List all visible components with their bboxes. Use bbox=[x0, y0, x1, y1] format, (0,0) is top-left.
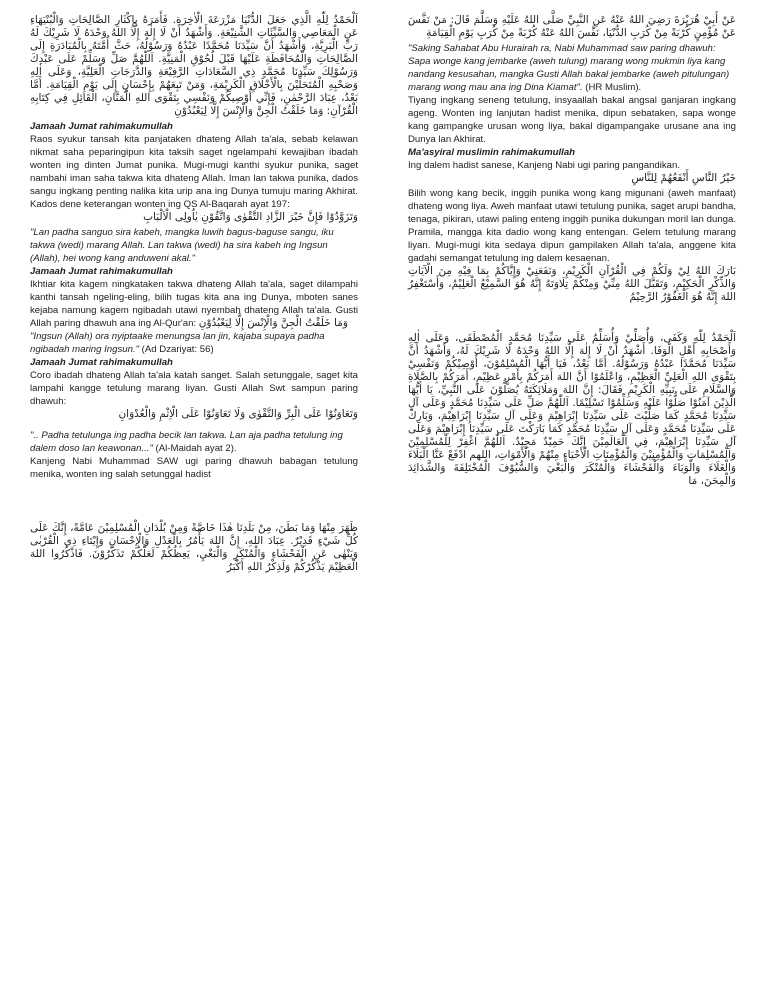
left-bottom-block bbox=[30, 522, 358, 576]
translation-quote bbox=[30, 429, 358, 455]
quote-reference: (Ad Dzariyat: 56) bbox=[139, 344, 214, 355]
translation-quote bbox=[408, 42, 736, 94]
arabic-opening-sermon: اَلْحَمْدُ لِلّٰهِ الَّذِي جَعَلَ الدُّنْيَا مَزْرَعَةَ الْاٰخِرَةِ. فَأَمَرَهُ بِإِكْثَارِ الصَّالِحَاتِ وَالْبُنْيَهَاءِ عَنِ الْمَعَاصِي وَالسَّيِّئَاتِ الشَّنِيْعَةِ. وَأَشْهَدُ أَنْ لَا إِلٰهَ إِلَّا اللهُ وَحْدَهُ لَا شَرِيْكَ لَهُ رَبِّ الْبَرِيَّةِ، وَأَشْهَدُ أَنَّ سَيِّدَنَا مُحَمَّدًا عَبْدُهُ وَرَسُوْلُهُ، حَثَّ أُمَّتَهُ بِالْمُبَادَرَةِ إِلَى الصَّالِحَاتِ وَالْمُحَافَظَةِ عَلَيْهَا قَبْلَ لُحُوْقِ الْمَنِيَّةِ. اَللّٰهُمَّ صَلِّ وَسَلِّمْ عَلَى عَبْدِكَ وَرَسُوْلِكَ سَيِّدِنَا مُحَمَّدٍ ذِي السَّعَادَاتِ الرَّفِيْعَةِ وَالدَّرَجَاتِ الْعَلِيَّةِ، وَعَلَى اٰلِهِ وَصَحْبِهِ الْمُتَحَلِّيْنَ بِالْأَخْلَاقِ الْكَرِيْمَةِ، وَمَنْ تَبِعَهُمْ بِإِحْسَانٍ إِلَى يَوْمِ الْقِيَامَةِ. أَمَّا بَعْدُ، عِبَادَ الرَّحْمٰنِ، فَإِنِّي أُوْصِيكُمْ وَنَفْسِي بِتَقْوَى اللهِ الْمَنَّانِ، الْقَائِلِ فِي كِتَابِهِ الْقُرْآنِ: وَمَا خَلَقْتُ الْجِنَّ وَالْإِنْسَ إِلَّا لِيَعْبُدُوْنِ bbox=[30, 14, 358, 117]
paragraph: Kanjeng Nabi Muhammad SAW ugi paring dhawuh babagan tetulung menika, wonten ing salah setunggal hadist bbox=[30, 456, 358, 480]
left-column bbox=[30, 14, 358, 481]
section-heading: Jamaah Jumat rahimakumullah bbox=[30, 357, 173, 368]
section-heading: Jamaah Jumat rahimakumullah bbox=[30, 266, 173, 277]
quote-text: "Ingsun (Allah) ora nyiptaake menungsa lan jin, kajaba supaya padha ngibadah maring Ingsun." bbox=[30, 331, 325, 355]
quote-reference: (HR Muslim). bbox=[582, 82, 642, 93]
translation-quote bbox=[30, 330, 358, 356]
section-heading: Ma'asyiral muslimin rahimakumullah bbox=[408, 147, 576, 158]
section-heading: Jamaah Jumat rahimakumullah bbox=[30, 121, 173, 132]
quote-text: "Saking Sahabat Abu Hurairah ra, Nabi Muhammad saw paring dhawuh: Sapa wonge kang jembarke (aweh tulung) marang wong mukmin liya kang nandang kesusahan, mangka Gusti Allah bakal jembarke (aweh pitulungan) marang wong mau ana ing Dina Kiamat". bbox=[408, 43, 730, 93]
paragraph-text: Ikhtiar kita kagem ningkataken takwa dhateng Allah ta'ala, saget dilampahi kanthi tansah ngeling-eling, bilih tugas kita ana ing Dunya, mboten sanes kejaba namung kagem ngibadah utawi nyembah dhateng Allah ta'ala. Gusti Allah paring dhawuh ana ing Al-Qur'an: bbox=[30, 279, 358, 329]
arabic-verse: وَتَعَاوَنُوْا عَلَى الْبِرِّ وَالتَّقْوٰى وَلَا تَعَاوَنُوْا عَلَى الْاِثْمِ وَالْعُدْوَانِ bbox=[118, 408, 358, 420]
right-column bbox=[408, 14, 736, 490]
paragraph bbox=[30, 278, 358, 330]
quote-text: ".. Padha tetulunga ing padha becik lan takwa. Lan aja padha tetulung ing dalem doso lan keawonan..." bbox=[30, 430, 343, 454]
arabic-closing-first-sermon: بَارَكَ اللهُ لِيْ وَلَكُمْ فِي الْقُرْآنِ الْكَرِيْمِ، وَنَفَعَنِيْ وَإِيَّاكُمْ بِمَا فِيْهِ مِنَ الْآيَاتِ وَالذِّكْرِ الْحَكِيْمِ، وَتَقَبَّلَ اللهُ مِنِّيْ وَمِنْكُمْ تِلَاوَتَهُ إِنَّهُ هُوَ السَّمِيْعُ الْعَلِيْمُ، وَأَسْتَغْفِرُ اللهَ إِنَّهُ هُوَ الْغَفُوْرُ الرَّحِيْمُ bbox=[408, 265, 736, 303]
arabic-verse-inline: وَمَا خَلَقْتُ الْجِنَّ وَالْإِنْسَ إِلَّا لِيَعْبُدُوْنِ bbox=[198, 317, 348, 329]
paragraph: Raos syukur tansah kita panjataken dhateng Allah ta'ala, sebab kelawan nikmat saha peparingipun kita taksih saget ngelampahi kewajiban ibadah wonten ing dinten Jumat punika. Mugi-mugi kanthi syukur punika, saget nambahi iman saha takwa kita dhateng Allah. Iman lan takwa punika, dados sangu ingkang penting nalika kita urip ana ing Dunya tumuju maring Akhirat. Kados dene keterangan wonten ing QS Al-Baqarah ayat 197: bbox=[30, 134, 358, 210]
arabic-hadith: عَنْ أَبِيْ هُرَيْرَةَ رَضِيَ اللهُ عَنْهُ عَنِ النَّبِيِّ صَلَّى اللهُ عَلَيْهِ وَسَلَّمَ قَالَ: مَنْ نَفَّسَ عَنْ مُؤْمِنٍ كُرْبَةً مِنْ كُرَبِ الدُّنْيَا، نَفَّسَ اللهُ عَنْهُ كُرْبَةً مِنْ كُرَبِ يَوْمِ الْقِيَامَةِ bbox=[408, 14, 736, 39]
arabic-verse: وَتَزَوَّدُوْا فَإِنَّ خَيْرَ الزَّادِ التَّقْوٰى وَاتَّقُوْنِ يٰاُولِى الْاَلْبَابِ bbox=[143, 211, 358, 223]
quote-reference: (Al-Maidah ayat 2). bbox=[152, 443, 237, 454]
paragraph: Tiyang ingkang seneng tetulung, insyaallah bakal angsal ganjaran ingkang ageng. Wonten ing lanjutan hadist menika, dipun sebataken, sapa wonge kang gampangke urusan wong liya, bakal digampangake urusane ana ing Dunya lan Akhirat. bbox=[408, 95, 736, 145]
arabic-second-sermon: اَلْحَمْدُ لِلّٰهِ وَكَفَى، وَأُصَلِّيْ وَأُسَلِّمُ عَلَى سَيِّدِنَا مُحَمَّدٍ الْمُصْطَفَى، وَعَلَى اٰلِهِ وَأَصْحَابِهِ أَهْلِ الْوَفَا. أَشْهَدُ أَنْ لَا إِلٰهَ إِلَّا اللهُ وَحْدَهُ لَا شَرِيْكَ لَهُ، وَأَشْهَدُ أَنَّ سَيِّدَنَا مُحَمَّدًا عَبْدُهُ وَرَسُوْلُهُ. أَمَّا بَعْدُ، فَيَا أَيُّهَا الْمُسْلِمُوْنَ، أُوْصِيْكُمْ وَنَفْسِيْ بِتَقْوَى اللهِ الْعَلِيِّ الْعَظِيْمِ، وَاعْلَمُوْا أَنَّ اللهَ أَمَرَكُمْ بِأَمْرٍ عَظِيْمٍ، أَمَرَكُمْ بِالصَّلَاةِ وَالسَّلَامِ عَلَى نَبِيِّهِ الْكَرِيْمِ فَقَالَ: إِنَّ اللهَ وَمَلَائِكَتَهُ يُصَلُّوْنَ عَلَى النَّبِيِّ، يَا أَيُّهَا الَّذِيْنَ آمَنُوْا صَلُّوْا عَلَيْهِ وَسَلِّمُوْا تَسْلِيْمًا. اَللّٰهُمَّ صَلِّ عَلَى سَيِّدِنَا مُحَمَّدٍ وَعَلَى آلِ سَيِّدِنَا مُحَمَّدٍ كَمَا صَلَّيْتَ عَلَى سَيِّدِنَا إِبْرَاهِيْمَ وَعَلَى آلِ سَيِّدِنَا إِبْرَاهِيْمَ، وَبَارِكْ عَلَى سَيِّدِنَا مُحَمَّدٍ وَعَلَى آلِ سَيِّدِنَا مُحَمَّدٍ كَمَا بَارَكْتَ عَلَى سَيِّدِنَا إِبْرَاهِيْمَ وَعَلَى آلِ سَيِّدِنَا إِبْرَاهِيْمَ، فِي الْعَالَمِيْنَ إِنَّكَ حَمِيْدٌ مَجِيْدٌ. اَللّٰهُمَّ اغْفِرْ لِلْمُسْلِمِيْنَ وَالْمُسْلِمَاتِ وَالْمُؤْمِنِيْنَ وَالْمُؤْمِنَاتِ الْأَحْيَاءِ مِنْهُمْ وَالْأَمْوَاتِ، اللهم ادْفَعْ عَنَّا الْبَلَاءَ وَالْغَلَاءَ وَالْوَبَاءَ وَالْفَحْشَاءَ وَالْمُنْكَرَ وَالْبَغْيَ وَالسُّيُوْفَ الْمُخْتَلِفَةَ وَالشَّدَائِدَ وَالْمِحَنَ، مَا bbox=[408, 332, 736, 487]
paragraph: Bilih wong kang becik, inggih punika wong kang migunani (aweh manfaat) dhateng wong liya. Aweh manfaat utawi tetulung punika, saget arupi bandha, tenaga, pikiran, utawi paling enteng inggih punika dukungan moril lan dunga. Pramila, mangga kita dadio wong kang entengan. Gelem tetulung marang liyan. Mugi-mugi kita sedaya dipun gampilaken Allah ta'ala, anggene kita gadahi semangat tetulung ing dalem kesaenan. bbox=[408, 188, 736, 264]
translation-quote: "Lan padha sanguo sira kabeh, mangka luwih bagus-baguse sangu, iku takwa (wedi) marang Allah. Lan takwa (wedi) ha sira kabeh ing Ingsun (Allah), hei wong kang anduweni akal." bbox=[30, 227, 334, 264]
paragraph: Ing dalem hadist sanese, Kanjeng Nabi ugi paring pangandikan. bbox=[408, 160, 681, 171]
paragraph: Coro ibadah dhateng Allah ta'ala katah sanget. Salah setunggale, saget kita lampahi kangge tetulung marang liyan. Gusti Allah Swt sampun paring dhawuh: bbox=[30, 370, 358, 407]
arabic-hadith-short: خَيْرُ النَّاسِ أَنْفَعُهُمْ لِلنَّاسِ bbox=[631, 172, 736, 184]
arabic-closing-prayer: ظَهَرَ مِنْهَا وَمَا بَطَنَ، مِنْ بَلَدِنَا هٰذَا خَاصَّةً وَمِنْ بُلْدَانِ الْمُسْلِمِيْنَ عَامَّةً، إِنَّكَ عَلَى كُلِّ شَيْءٍ قَدِيْرٌ. عِبَادَ اللهِ، إِنَّ اللهَ يَأْمُرُ بِالْعَدْلِ وَالْإِحْسَانِ وَإِيْتَاءِ ذِي الْقُرْبٰى وَيَنْهٰى عَنِ الْفَحْشَاءِ وَالْمُنْكَرِ وَالْبَغْيِ، يَعِظُكُمْ لَعَلَّكُمْ تَذَكَّرُوْنَ. فَاذْكُرُوا اللهَ الْعَظِيْمَ يَذْكُرْكُمْ وَلَذِكْرُ اللهِ أَكْبَرُ bbox=[30, 522, 358, 573]
